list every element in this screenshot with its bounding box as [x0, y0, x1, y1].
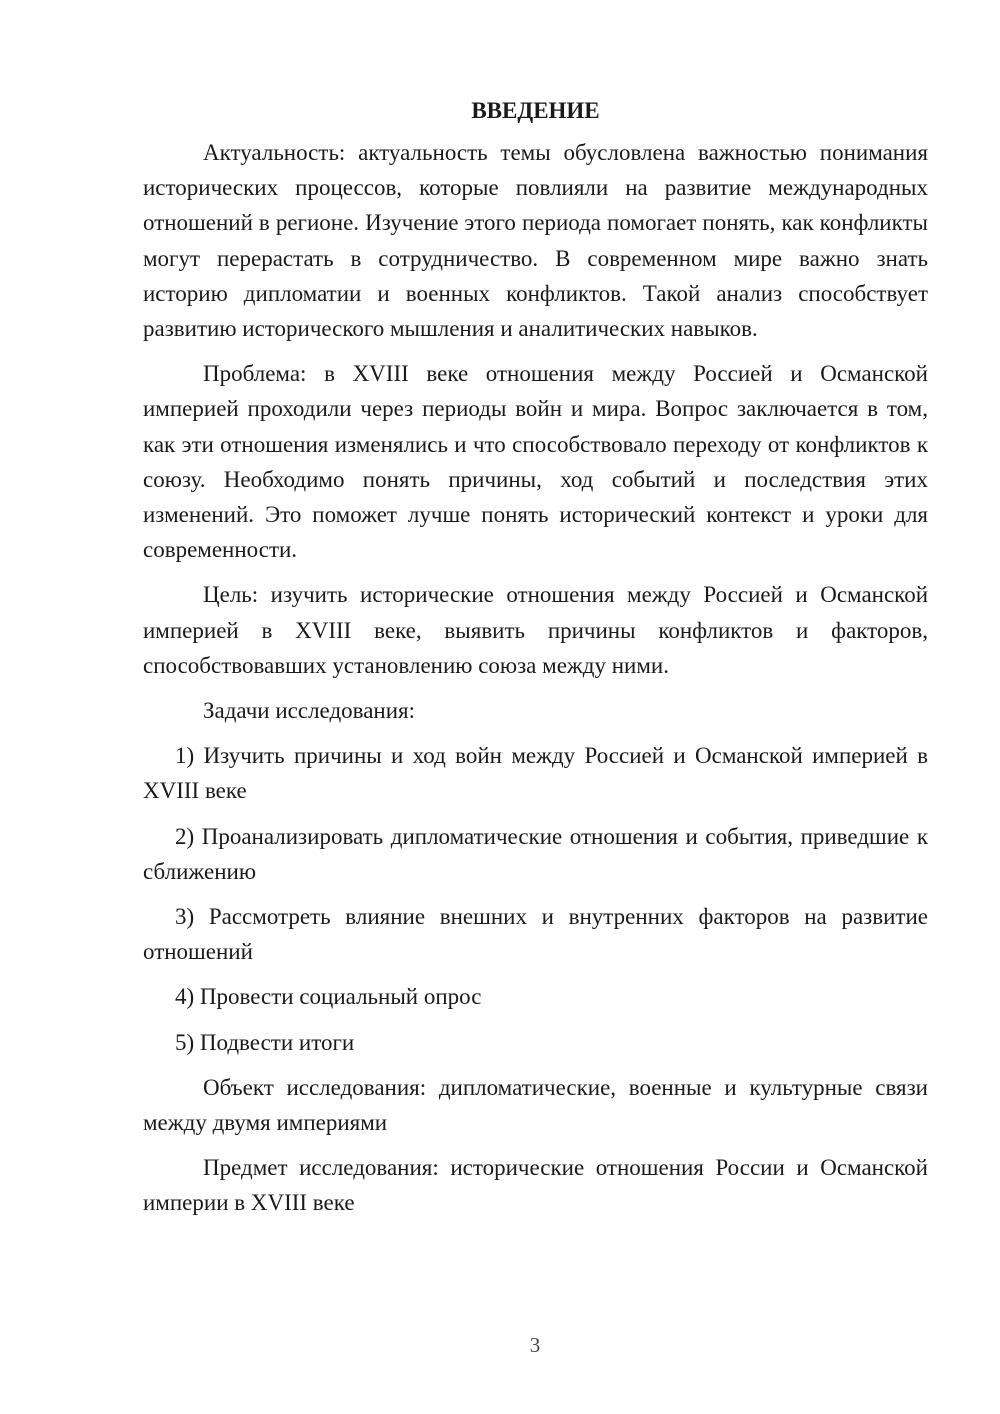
page-number: 3	[529, 1333, 541, 1357]
section-heading: ВВЕДЕНИЕ	[471, 98, 600, 123]
paragraph-subject: Предмет исследования: исторические отношения России и Османской империи в XVIII веке	[143, 1155, 928, 1216]
paragraph-goal: Цель: изучить исторические отношения между Россией и Османской империей в XVIII веке, выявить причины конфликтов и факторов, способствовавших установлению союза между ними.	[143, 582, 928, 678]
task-item-2: 2) Проанализировать дипломатические отношения и события, приведшие к сближению	[143, 823, 928, 884]
paragraph-object: Объект исследования: дипломатические, военные и культурные связи между двумя империями	[143, 1074, 928, 1136]
task-item-1: 1) Изучить причины и ход войн между Россией и Османской империей в XVIII веке	[143, 743, 928, 804]
task-item-5: 5) Подвести итоги	[175, 1029, 355, 1055]
tasks-heading: Задачи исследования:	[203, 698, 416, 724]
paragraph-problem: Проблема: в XVIII веке отношения между Россией и Османской империей проходили через периоды войн и мира. Вопрос заключается в том, как эти отношения изменялись и что способствовало переходу от конфликтов к союзу. Необходимо понять причины, ход событий и последствия этих изменений. Это поможет лучше понять исторический контекст и уроки для современности.	[143, 361, 928, 563]
task-item-4: 4) Провести социальный опрос	[175, 984, 482, 1010]
task-item-3: 3) Рассмотреть влияние внешних и внутренних факторов на развитие отношений	[143, 904, 928, 965]
paragraph-relevance: Актуальность: актуальность темы обусловлена важностью понимания исторических процессов, которые повлияли на развитие международных отношений в регионе. Изучение этого периода помогает понять, как конфликты могут перерастать в сотрудничество. В современном мире важно знать историю дипломатии и военных конфликтов. Такой анализ способствует развитию исторического мышления и аналитических навыков.	[143, 140, 928, 342]
document-page	[143, 93, 928, 1221]
